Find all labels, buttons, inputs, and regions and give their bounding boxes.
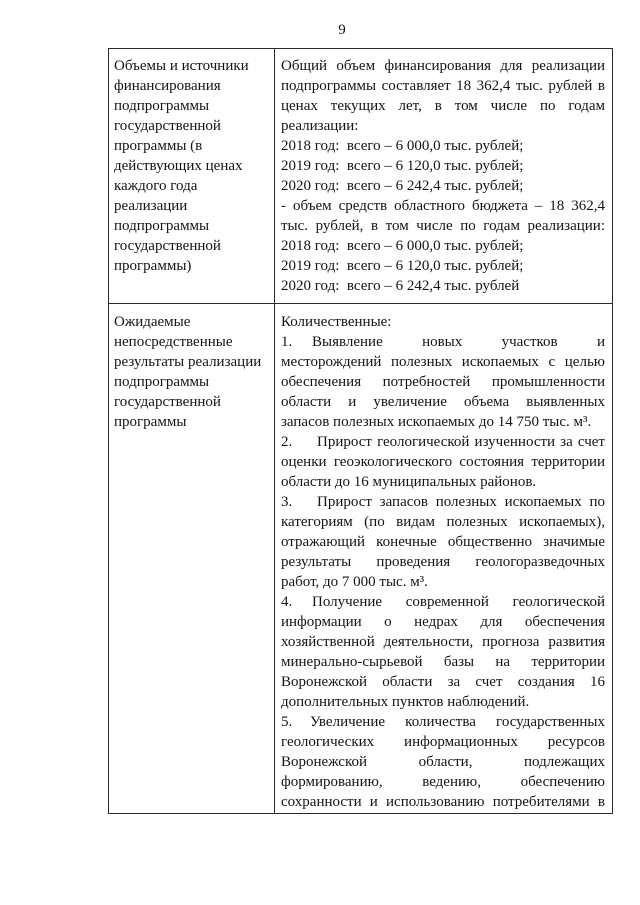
result-item-number: 3. bbox=[281, 494, 293, 510]
funding-content-line: реализации: bbox=[281, 118, 359, 134]
funding-content-line: - объем средств областного бюджета – 18 362,4 bbox=[281, 198, 605, 214]
result-item-line: формированию, ведению, обеспечению bbox=[281, 774, 605, 790]
funding-year-line: 2018 год: всего – 6 000,0 тыс. рублей; bbox=[281, 238, 524, 254]
result-item-line: минерально-сырьевой базы на территории bbox=[281, 654, 605, 670]
result-item-line: хозяйственной деятельности, прогноза развития bbox=[281, 634, 605, 650]
funding-year-line: 2018 год: всего – 6 000,0 тыс. рублей; bbox=[281, 138, 524, 154]
funding-label-line: каждого года bbox=[114, 178, 198, 194]
funding-label-cell bbox=[109, 49, 275, 303]
funding-content-line: тыс. рублей, в том числе по годам реализации: bbox=[281, 218, 605, 234]
funding-label-line: программы (в bbox=[114, 138, 203, 154]
result-item-line: Воронежской области за счет создания 16 bbox=[281, 674, 605, 690]
results-label-line: результаты реализации bbox=[114, 354, 262, 370]
table-row-results bbox=[109, 303, 612, 813]
result-item-number: 2. bbox=[281, 434, 293, 450]
funding-label-line: подпрограммы bbox=[114, 98, 210, 114]
results-label-line: программы bbox=[114, 414, 187, 430]
table-row-funding bbox=[109, 49, 612, 303]
result-item-line: работ, до 7 000 тыс. м³. bbox=[281, 574, 428, 590]
funding-label-line: подпрограммы bbox=[114, 218, 210, 234]
funding-label-line: программы) bbox=[114, 258, 192, 274]
results-label-line: подпрограммы bbox=[114, 374, 210, 390]
result-item-line: результаты проведения геологоразведочных bbox=[281, 554, 605, 570]
result-item-number: 1. bbox=[281, 334, 293, 350]
results-label-line: Ожидаемые bbox=[114, 314, 191, 330]
result-item-line: дополнительных пунктов наблюдений. bbox=[281, 694, 530, 710]
result-item-line: области до 16 муниципальных районов. bbox=[281, 474, 537, 490]
result-item-line: категориям (по видам полезных ископаемых), bbox=[281, 514, 605, 530]
result-item-4-first-line bbox=[281, 592, 605, 612]
results-label-cell bbox=[109, 304, 275, 813]
result-item-line: запасов полезных ископаемых до 14 750 тыс. м³. bbox=[281, 414, 592, 430]
result-item-2-first-line bbox=[281, 432, 605, 452]
result-item-number: 5. bbox=[281, 714, 293, 730]
funding-year-line: 2019 год: всего – 6 120,0 тыс. рублей; bbox=[281, 158, 524, 174]
funding-content-line: ценах текущих лет, в том числе по годам bbox=[281, 98, 605, 114]
funding-year-line: 2020 год: всего – 6 242,4 тыс. рублей; bbox=[281, 178, 524, 194]
result-item-line: сохранности и использованию потребителями в bbox=[281, 794, 605, 810]
result-item-number: 4. bbox=[281, 594, 293, 610]
subprogram-passport-table bbox=[108, 48, 613, 814]
results-label-line: непосредственные bbox=[114, 334, 233, 350]
result-item-line: Воронежской области, подлежащих bbox=[281, 754, 605, 770]
funding-year-line: 2020 год: всего – 6 242,4 тыс. рублей bbox=[281, 278, 520, 294]
result-item-1-first-line bbox=[281, 332, 605, 352]
results-content-cell bbox=[275, 304, 612, 813]
result-item-text: Прирост геологической изученности за счет bbox=[317, 434, 605, 450]
funding-content-line: Общий объем финансирования для реализации bbox=[281, 58, 605, 74]
funding-content-line: подпрограммы составляет 18 362,4 тыс. рублей в bbox=[281, 78, 605, 94]
result-item-3-first-line bbox=[281, 492, 605, 512]
result-item-line: оценки геоэкологического состояния территории bbox=[281, 454, 605, 470]
funding-label-line: государственной bbox=[114, 118, 221, 134]
funding-year-line: 2019 год: всего – 6 120,0 тыс. рублей; bbox=[281, 258, 524, 274]
result-item-text: Прирост запасов полезных ископаемых по bbox=[317, 494, 605, 510]
result-item-line: информации о недрах для обеспечения bbox=[281, 614, 605, 630]
result-item-line: обеспечения потребностей промышленности bbox=[281, 374, 605, 390]
funding-content-cell bbox=[275, 49, 612, 303]
funding-label-line: Объемы и источники bbox=[114, 58, 249, 74]
result-item-text: Получение современной геологической bbox=[312, 594, 605, 610]
funding-label-line: государственной bbox=[114, 238, 221, 254]
page-number: 9 bbox=[338, 22, 346, 38]
result-item-line: геологических информационных ресурсов bbox=[281, 734, 605, 750]
funding-label-line: действующих ценах bbox=[114, 158, 243, 174]
result-item-line: отражающий конечные общественно значимые bbox=[281, 534, 605, 550]
results-heading: Количественные: bbox=[281, 314, 392, 330]
result-item-text: Увеличение количества государственных bbox=[310, 714, 605, 730]
results-label-line: государственной bbox=[114, 394, 221, 410]
result-item-line: месторождений полезных ископаемых с целью bbox=[281, 354, 605, 370]
funding-label-line: финансирования bbox=[114, 78, 221, 94]
result-item-5-first-line bbox=[281, 712, 605, 732]
funding-label-line: реализации bbox=[114, 198, 188, 214]
result-item-text: Выявление новых участков и bbox=[312, 334, 605, 350]
result-item-line: области и увеличение объема выявленных bbox=[281, 394, 605, 410]
